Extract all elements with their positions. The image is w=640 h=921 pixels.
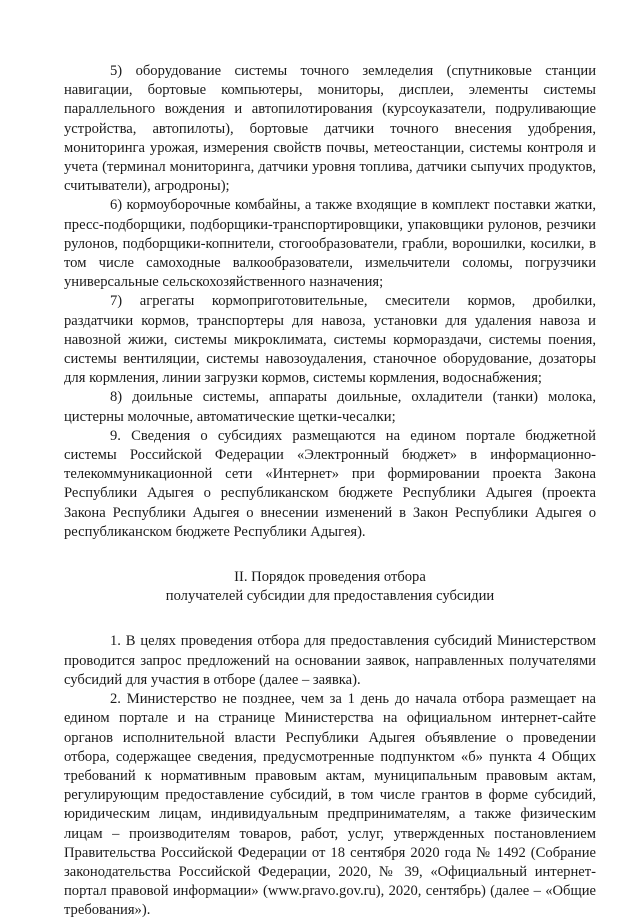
section-heading: [64, 568, 596, 606]
document-body: [64, 62, 596, 921]
list-item-5-precision-farming: 5) оборудование системы точного земледелия (спутниковые станции навигации, бортовые компьютеры, мониторы, дисплеи, элементы системы параллельного вождения и автопилотирования (курсоуказатели, подруливающие устройства, автопилоты), бортовые датчики точного внесения удобрения, мониторинга урожая, измерения свойств почвы, метеостанции, системы контроля и учета (терминал мониторинга, датчики уровня топлива, датчики сыпучих продуктов, считыватели), агродроны);: [64, 63, 596, 195]
clause-1-selection: 1. В целях проведения отбора для предоставления субсидий Министерством проводится запрос предложений на основании заявок, направленных получателями субсидий для участия в отборе (далее – заявка).: [64, 633, 596, 688]
section-subtitle: получателей субсидии для предоставления субсидии: [165, 588, 495, 605]
list-item-6-forage-harvesters: 6) кормоуборочные комбайны, а также входящие в комплект поставки жатки, пресс-подборщики, подборщики-транспортировщики, упаковщики рулонов, резчики рулонов, подборщики-копнители, стогообразователи, грабли, ворошилки, косилки, в том числе самоходные валкообразователи, измельчители соломы, погрузчики универсальные сельскохозяйственного назначения;: [64, 197, 596, 291]
list-item-7-feed-equipment: 7) агрегаты кормоприготовительные, смесители кормов, дробилки, раздатчики кормов, транспортеры для навоза, установки для удаления навоза и навозной жижи, системы микроклимата, системы кормораздачи, системы поения, системы вентиляции, системы навозоудаления, станочное оборудование, дозаторы для кормления, линии загрузки кормов, системы кормления, водоснабжения;: [64, 293, 596, 387]
clause-9-subsidy-info: 9. Сведения о субсидиях размещаются на едином портале бюджетной системы Российской Федерации «Электронный бюджет» в информационно-телекоммуникационной сети «Интернет» при формировании проекта Закона Республики Адыгея о республиканском бюджете Республики Адыгея (проекта Закона Республики Адыгея о внесении изменений в Закон Республики Адыгея о республиканском бюджете Республики Адыгея).: [64, 427, 596, 540]
section-title: II. Порядок проведения отбора: [234, 569, 426, 586]
list-item-8-milking-systems: 8) доильные системы, аппараты доильные, охладители (танки) молока, цистерны молочные, автоматические щетки-чесалки;: [64, 389, 596, 425]
clause-2-announcement: 2. Министерство не позднее, чем за 1 день до начала отбора размещает на едином портале и на странице Министерства на официальном интернет-сайте органов исполнительной власти Республики Адыгея объявление о проведении отбора, содержащее сведения, предусмотренные подпунктом «б» пункта 4 Общих требований к нормативным правовым актам, муниципальным правовым актам, регулирующим предоставление субсидий, в том числе грантов в форме субсидий, юридическим лицам, индивидуальным предпринимателям, а также физическим лицам – производителям товаров, работ, услуг, утвержденных постановлением Правительства Российской Федерации от 18 сентября 2020 года № 1492 (Собрание законодательства Российской Федерации, 2020, № 39, «Официальный интернет-портал правовой информации» (www.pravo.gov.ru), 2020, сентябрь) (далее – «Общие требования»).: [64, 691, 596, 919]
